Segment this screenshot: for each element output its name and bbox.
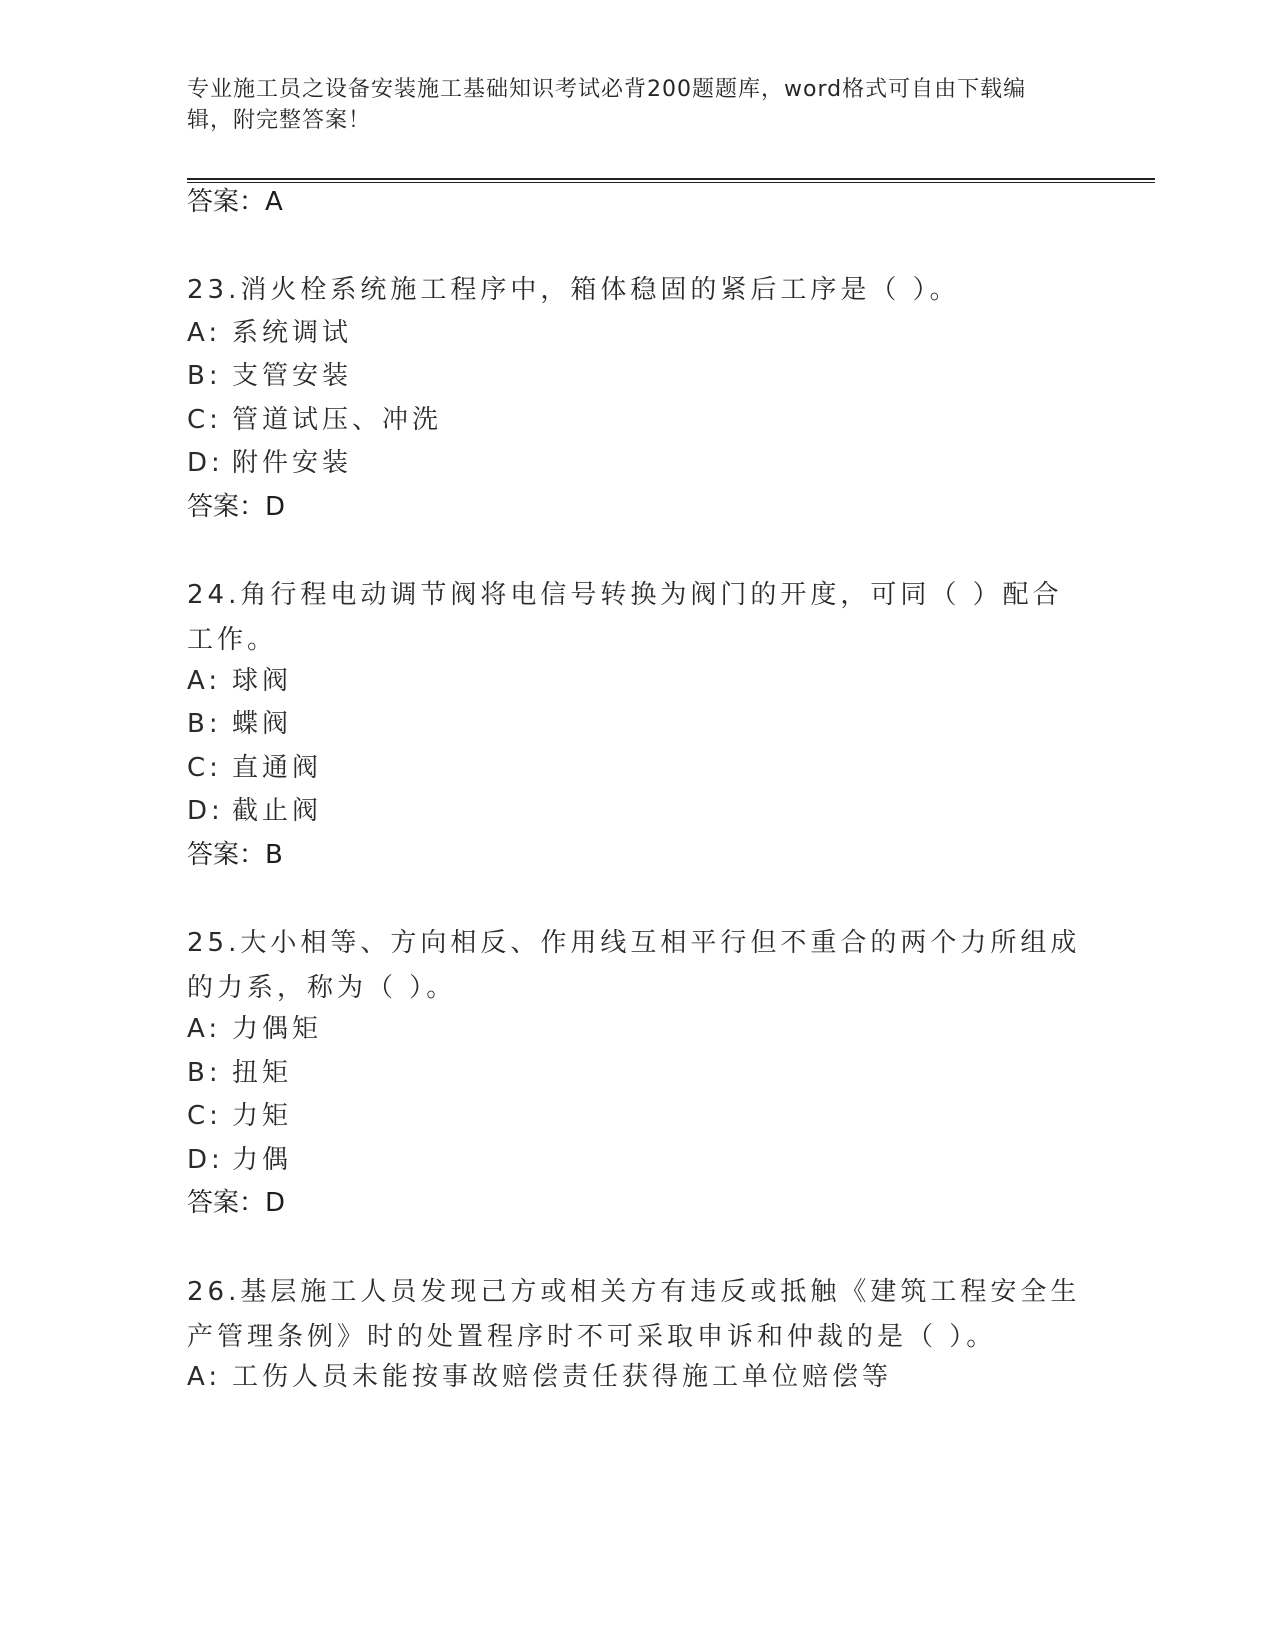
answer-line: 答案：A bbox=[187, 187, 283, 217]
option-key: B: bbox=[187, 361, 222, 391]
option-text: 截止阀 bbox=[232, 796, 323, 826]
question-stem: 24.角行程电动调节阀将电信号转换为阀门的开度，可同（ ）配合工作。 bbox=[187, 580, 1063, 655]
option-text: 系统调试 bbox=[232, 318, 353, 348]
option-item bbox=[187, 794, 322, 828]
header-divider bbox=[187, 178, 1155, 183]
option-key: D: bbox=[187, 796, 224, 826]
option-text: 支管安装 bbox=[232, 361, 353, 391]
option-text: 管道试压、冲洗 bbox=[232, 405, 443, 435]
option-text: 球阀 bbox=[232, 666, 293, 696]
question-stem: 26.基层施工人员发现己方或相关方有违反或抵触《建筑工程安全生产管理条例》时的处置程序时不可采取申诉和仲裁的是（ ）。 bbox=[187, 1277, 1081, 1352]
option-item bbox=[187, 1099, 292, 1133]
option-key: C: bbox=[187, 405, 222, 435]
option-text: 力偶 bbox=[232, 1145, 293, 1175]
option-key: D: bbox=[187, 1145, 224, 1175]
option-item bbox=[187, 446, 352, 480]
option-key: B: bbox=[187, 1058, 222, 1088]
option-item bbox=[187, 664, 292, 698]
option-item bbox=[187, 1056, 292, 1090]
option-item bbox=[187, 751, 322, 785]
answer-line: 答案：D bbox=[187, 492, 286, 522]
option-key: C: bbox=[187, 1101, 222, 1131]
option-item bbox=[187, 1012, 322, 1046]
answer-line: 答案：D bbox=[187, 1188, 286, 1218]
option-text: 附件安装 bbox=[232, 448, 353, 478]
option-text: 力偶矩 bbox=[232, 1014, 323, 1044]
option-key: A: bbox=[187, 1362, 222, 1392]
option-text: 工伤人员未能按事故赔偿责任获得施工单位赔偿等 bbox=[232, 1362, 893, 1392]
option-item bbox=[187, 403, 442, 437]
option-key: B: bbox=[187, 709, 222, 739]
option-key: A: bbox=[187, 1014, 222, 1044]
option-key: D: bbox=[187, 448, 224, 478]
option-text: 力矩 bbox=[232, 1101, 293, 1131]
document-header: 专业施工员之设备安装施工基础知识考试必背200题题库，word格式可自由下载编辑，附完整答案！ bbox=[187, 77, 1027, 133]
option-text: 扭矩 bbox=[232, 1058, 293, 1088]
question-stem: 23.消火栓系统施工程序中，箱体稳固的紧后工序是（ ）。 bbox=[187, 275, 960, 305]
option-key: C: bbox=[187, 753, 222, 783]
option-item bbox=[187, 359, 352, 393]
option-item bbox=[187, 1360, 892, 1394]
option-text: 蝶阀 bbox=[232, 709, 293, 739]
option-item bbox=[187, 707, 292, 741]
question-stem: 25.大小相等、方向相反、作用线互相平行但不重合的两个力所组成的力系，称为（ ）。 bbox=[187, 928, 1081, 1003]
document-page bbox=[187, 0, 1155, 1650]
answer-line: 答案：B bbox=[187, 840, 283, 870]
option-text: 直通阀 bbox=[232, 753, 323, 783]
option-item bbox=[187, 316, 352, 350]
option-item bbox=[187, 1143, 292, 1177]
option-key: A: bbox=[187, 318, 222, 348]
option-key: A: bbox=[187, 666, 222, 696]
